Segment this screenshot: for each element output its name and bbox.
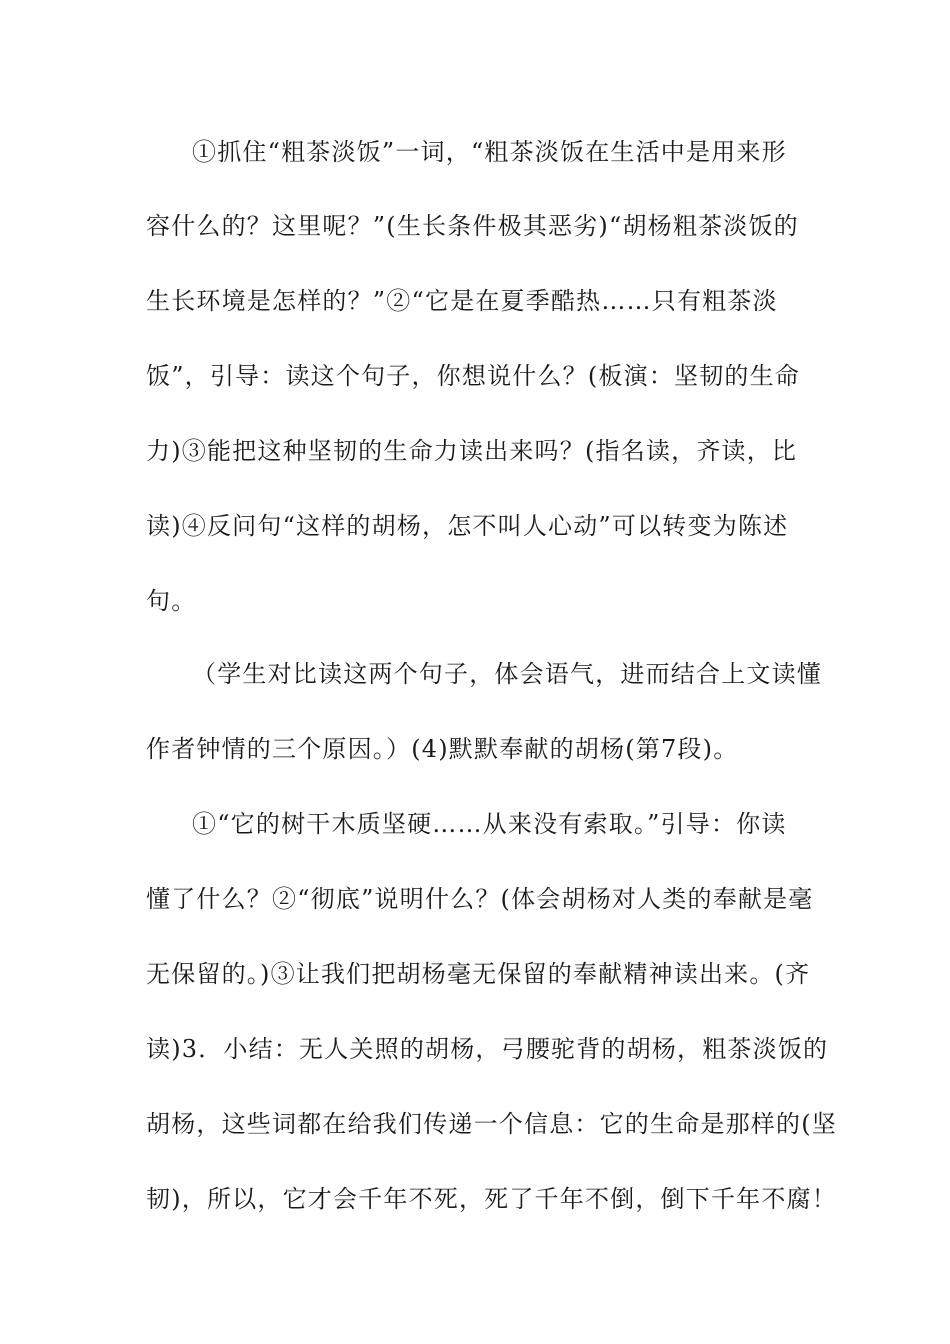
text-line: （学生对比读这两个句子，体会语气，进而结合上文读懂 xyxy=(192,660,822,688)
text-line: 无保留的。)③让我们把胡杨毫无保留的奉献精神读出来。(齐 xyxy=(146,960,811,988)
text-line: ①“它的树干木质坚硬……从来没有索取。”引导：你读 xyxy=(192,810,787,838)
text-line: 韧)，所以，它才会千年不死，死了千年不倒，倒下千年不腐！ xyxy=(146,1185,837,1213)
text-line: 读)3．小结：无人关照的胡杨，弓腰驼背的胡杨，粗茶淡饭的 xyxy=(146,1035,829,1063)
text-line: 句。 xyxy=(146,587,197,615)
text-line: 作者钟情的三个原因。）(4)默默奉献的胡杨(第7段)。 xyxy=(146,735,739,763)
text-line: 饭”，引导：读这个句子，你想说什么？(板演：坚韧的生命 xyxy=(146,362,801,390)
text-line: 读)④反问句“这样的胡杨，怎不叫人心动”可以转变为陈述 xyxy=(146,512,789,540)
text-line: 容什么的？这里呢？”(生长条件极其恶劣)“胡杨粗茶淡饭的 xyxy=(146,212,799,240)
text-line: 生长环境是怎样的？”②“它是在夏季酷热……只有粗茶淡 xyxy=(146,287,778,315)
text-line: ①抓住“粗茶淡饭”一词，“粗茶淡饭在生活中是用来形 xyxy=(192,138,787,166)
text-line: 懂了什么？②“彻底”说明什么？(体会胡杨对人类的奉献是毫 xyxy=(146,885,814,913)
text-line: 力)③能把这种坚韧的生命力读出来吗？(指名读，齐读，比 xyxy=(146,437,798,465)
text-line: 胡杨，这些词都在给我们传递一个信息：它的生命是那样的(坚 xyxy=(146,1110,837,1138)
